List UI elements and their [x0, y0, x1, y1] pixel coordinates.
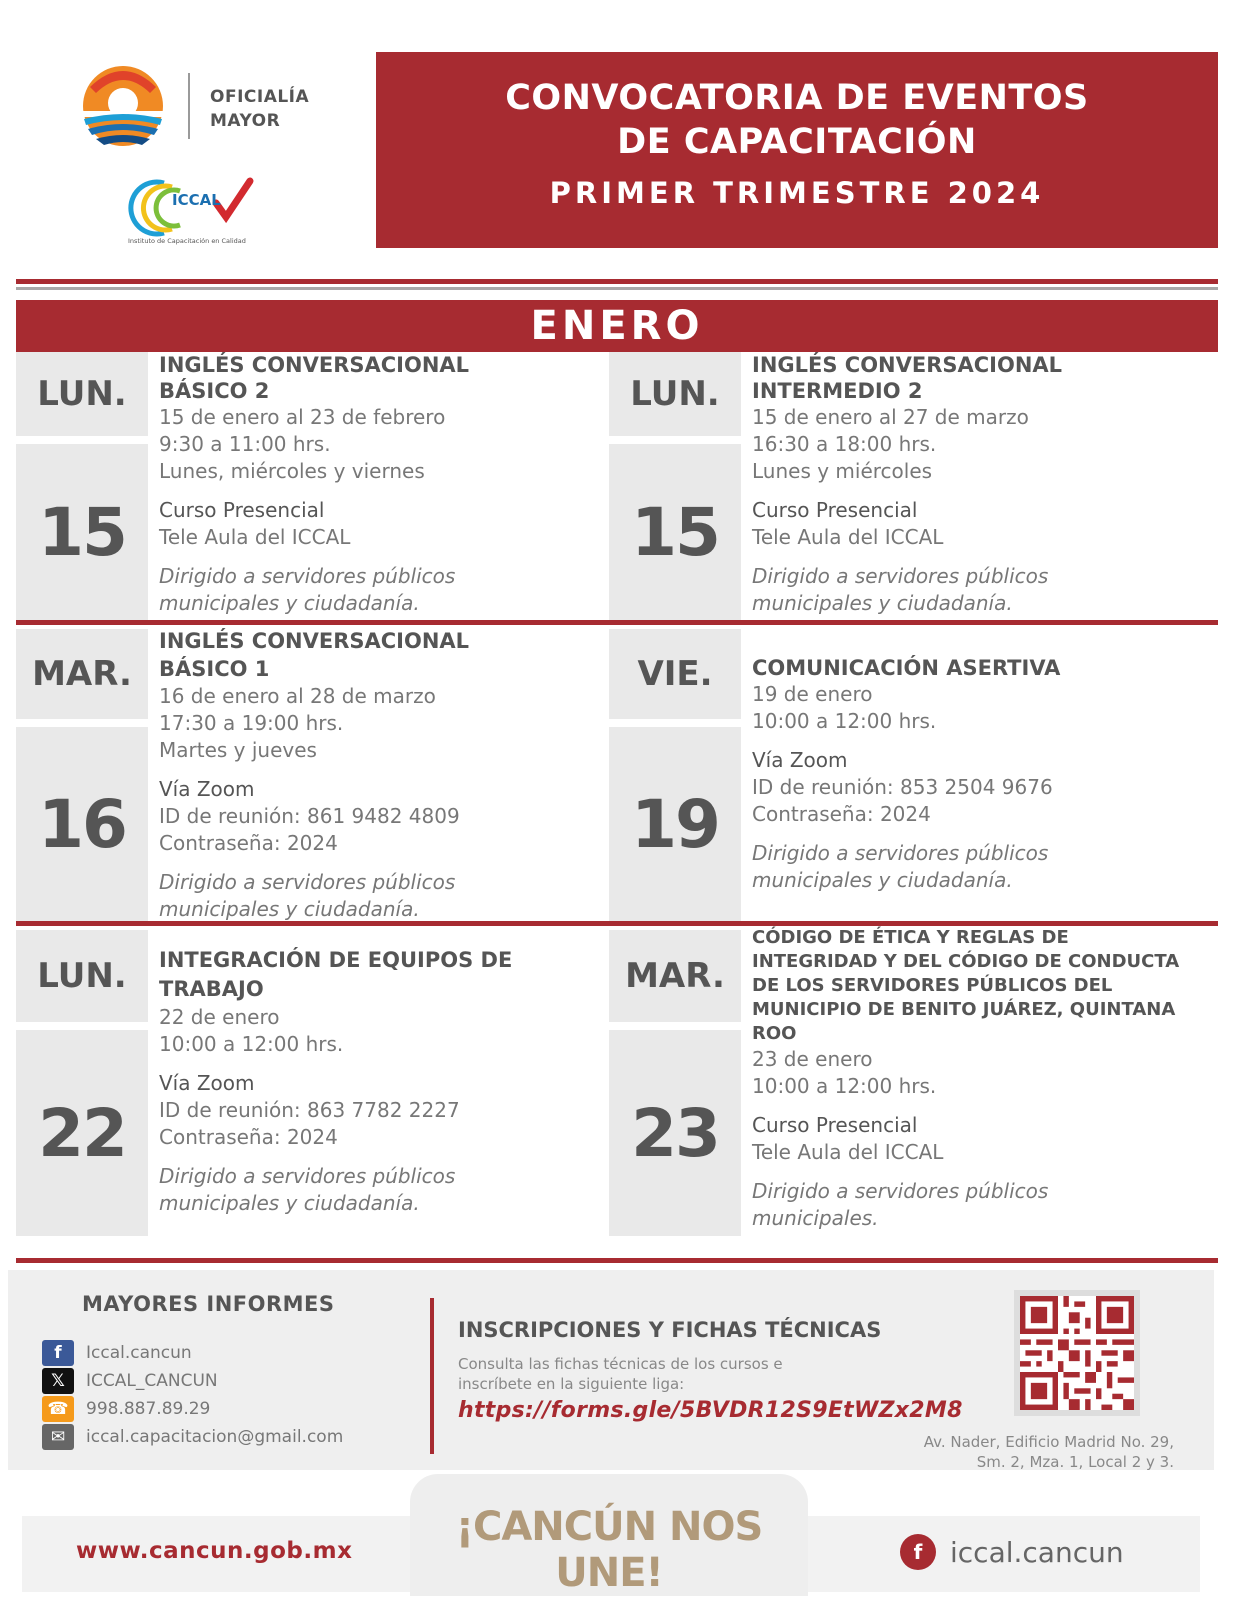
event-dates: 23 de enero — [752, 1047, 873, 1071]
event-hours: 16:30 a 18:00 hrs. — [752, 432, 937, 456]
event-day-number: 19 — [609, 727, 741, 921]
event-title: INGLÉS CONVERSACIONAL INTERMEDIO 2 — [752, 353, 1063, 403]
event-day-name: LUN. — [609, 352, 741, 436]
social-handle: iccal.cancun — [950, 1535, 1124, 1569]
event-day-number: 16 — [16, 727, 148, 921]
event-hours: 10:00 a 12:00 hrs. — [752, 709, 937, 733]
event-day-name: VIE. — [609, 629, 741, 719]
event-title: COMUNICACIÓN ASERTIVA — [752, 656, 1061, 680]
footer-divider — [430, 1298, 434, 1454]
phone-number: 998.887.89.29 — [86, 1399, 211, 1419]
logo-area — [60, 55, 360, 255]
event-mode: Vía Zoom — [159, 1071, 255, 1095]
events-row-2 — [16, 625, 1218, 921]
event-card — [609, 926, 1218, 1236]
event-meeting-id: ID de reunión: 853 2504 9676 — [752, 775, 1053, 799]
event-day-name: MAR. — [16, 629, 148, 719]
registration-link[interactable]: https://forms.gle/5BVDR12S9EtWZx2M8 — [458, 1398, 963, 1423]
qr-code-icon — [1020, 1296, 1134, 1410]
address-line-1: Av. Nader, Edificio Madrid No. 29, — [923, 1433, 1174, 1451]
events-grid — [16, 352, 1218, 1263]
event-hours: 9:30 a 11:00 hrs. — [159, 432, 331, 456]
event-day-number: 23 — [609, 1030, 741, 1236]
event-day-name: LUN. — [16, 930, 148, 1022]
event-day-number: 15 — [609, 444, 741, 620]
event-title: INTEGRACIÓN DE EQUIPOS DE TRABAJO — [159, 948, 513, 1001]
event-mode: Curso Presencial — [752, 1113, 918, 1137]
event-audience: Dirigido a servidores públicos municipales y ciudadanía. — [752, 564, 1049, 615]
event-days: Lunes y miércoles — [752, 459, 933, 483]
event-day-name: LUN. — [16, 352, 148, 436]
event-hours: 10:00 a 12:00 hrs. — [159, 1032, 344, 1056]
events-row-3 — [16, 926, 1218, 1236]
event-place: Tele Aula del ICCAL — [752, 525, 944, 549]
event-card — [16, 625, 609, 921]
event-password: Contraseña: 2024 — [752, 802, 931, 826]
address-line-2: Sm. 2, Mza. 1, Local 2 y 3. — [976, 1453, 1174, 1471]
event-hours: 10:00 a 12:00 hrs. — [752, 1074, 937, 1098]
iccal-logo-text: ICCAL — [172, 191, 221, 209]
contact-email[interactable] — [42, 1424, 343, 1450]
event-audience: Dirigido a servidores públicos municipales y ciudadanía. — [159, 1164, 456, 1215]
event-mode: Vía Zoom — [159, 777, 255, 801]
iccal-logo — [128, 173, 258, 248]
event-meeting-id: ID de reunión: 863 7782 2227 — [159, 1098, 460, 1122]
title-subtitle: PRIMER TRIMESTRE 2024 — [549, 176, 1045, 210]
event-dates: 22 de enero — [159, 1005, 280, 1029]
title-line-1: CONVOCATORIA DE EVENTOS — [505, 78, 1089, 118]
org-line-1: OFICIALÍA — [210, 87, 310, 107]
event-dates: 16 de enero al 28 de marzo — [159, 684, 436, 708]
slogan: ¡CANCÚN NOS UNE! — [455, 1504, 763, 1596]
org-name — [210, 85, 309, 133]
phone-icon: ☎ — [42, 1396, 74, 1422]
event-mode: Curso Presencial — [159, 498, 325, 522]
event-card — [609, 625, 1218, 921]
event-day-number: 15 — [16, 444, 148, 620]
contact-facebook[interactable] — [42, 1340, 192, 1366]
social-facebook[interactable] — [900, 1534, 1124, 1570]
bottom-bar — [22, 1504, 1200, 1596]
qr-code[interactable] — [1014, 1290, 1140, 1416]
x-icon: 𝕏 — [42, 1368, 74, 1394]
event-audience: Dirigido a servidores públicos municipales. — [752, 1179, 1049, 1230]
logo-divider — [188, 73, 190, 139]
event-dates: 19 de enero — [752, 682, 873, 706]
event-days: Lunes, miércoles y viernes — [159, 459, 425, 483]
event-audience: Dirigido a servidores públicos municipales y ciudadanía. — [159, 870, 456, 921]
month-heading: ENERO — [16, 300, 1218, 352]
events-row-1 — [16, 352, 1218, 620]
address — [924, 1432, 1174, 1472]
inscriptions-description: Consulta las fichas técnicas de los cursos e inscríbete en la siguiente liga: — [458, 1355, 783, 1393]
event-days: Martes y jueves — [159, 738, 317, 762]
event-card — [16, 926, 609, 1236]
event-place: Tele Aula del ICCAL — [159, 525, 351, 549]
separator-red — [16, 279, 1218, 284]
inscriptions-title: INSCRIPCIONES Y FICHAS TÉCNICAS — [458, 1318, 882, 1342]
event-day-number: 22 — [16, 1030, 148, 1236]
email-address: iccal.capacitacion@gmail.com — [86, 1427, 344, 1447]
info-footer — [8, 1270, 1214, 1470]
event-mode: Curso Presencial — [752, 498, 918, 522]
facebook-icon: f — [900, 1534, 936, 1570]
event-title: INGLÉS CONVERSACIONAL BÁSICO 1 — [159, 629, 470, 681]
event-title: INGLÉS CONVERSACIONAL BÁSICO 2 — [159, 353, 470, 403]
org-line-2: MAYOR — [210, 111, 281, 131]
website-link[interactable]: www.cancun.gob.mx — [76, 1538, 353, 1564]
email-icon: ✉ — [42, 1424, 74, 1450]
event-card — [16, 352, 609, 620]
event-card — [609, 352, 1218, 620]
event-hours: 17:30 a 19:00 hrs. — [159, 711, 344, 735]
event-dates: 15 de enero al 27 de marzo — [752, 405, 1029, 429]
event-meeting-id: ID de reunión: 861 9482 4809 — [159, 804, 460, 828]
event-dates: 15 de enero al 23 de febrero — [159, 405, 446, 429]
x-handle: ICCAL_CANCUN — [86, 1371, 218, 1391]
event-password: Contraseña: 2024 — [159, 831, 338, 855]
event-place: Tele Aula del ICCAL — [752, 1140, 944, 1164]
separator-gray — [16, 287, 1218, 290]
event-audience: Dirigido a servidores públicos municipales y ciudadanía. — [159, 564, 456, 615]
info-title: MAYORES INFORMES — [82, 1292, 335, 1316]
title-line-2: DE CAPACITACIÓN — [617, 122, 977, 162]
contact-phone[interactable] — [42, 1396, 210, 1422]
slogan-box — [410, 1474, 808, 1596]
event-audience: Dirigido a servidores públicos municipales y ciudadanía. — [752, 841, 1049, 892]
contact-x[interactable] — [42, 1368, 218, 1394]
row-divider — [16, 1258, 1218, 1263]
cancun-sun-logo-icon — [80, 63, 166, 149]
event-day-name: MAR. — [609, 930, 741, 1022]
facebook-icon: f — [42, 1340, 74, 1366]
event-mode: Vía Zoom — [752, 748, 848, 772]
iccal-tagline: Instituto de Capacitación en Calidad — [128, 237, 246, 245]
event-password: Contraseña: 2024 — [159, 1125, 338, 1149]
event-title: CÓDIGO DE ÉTICA Y REGLAS DE INTEGRIDAD Y DEL CÓDIGO DE CONDUCTA DE LOS SERVIDORES PÚBLICOS DEL MUNICIPIO DE BENITO JUÁREZ, QUINTANA ROO — [752, 927, 1180, 1044]
facebook-handle: Iccal.cancun — [86, 1343, 192, 1363]
title-banner — [376, 52, 1218, 248]
